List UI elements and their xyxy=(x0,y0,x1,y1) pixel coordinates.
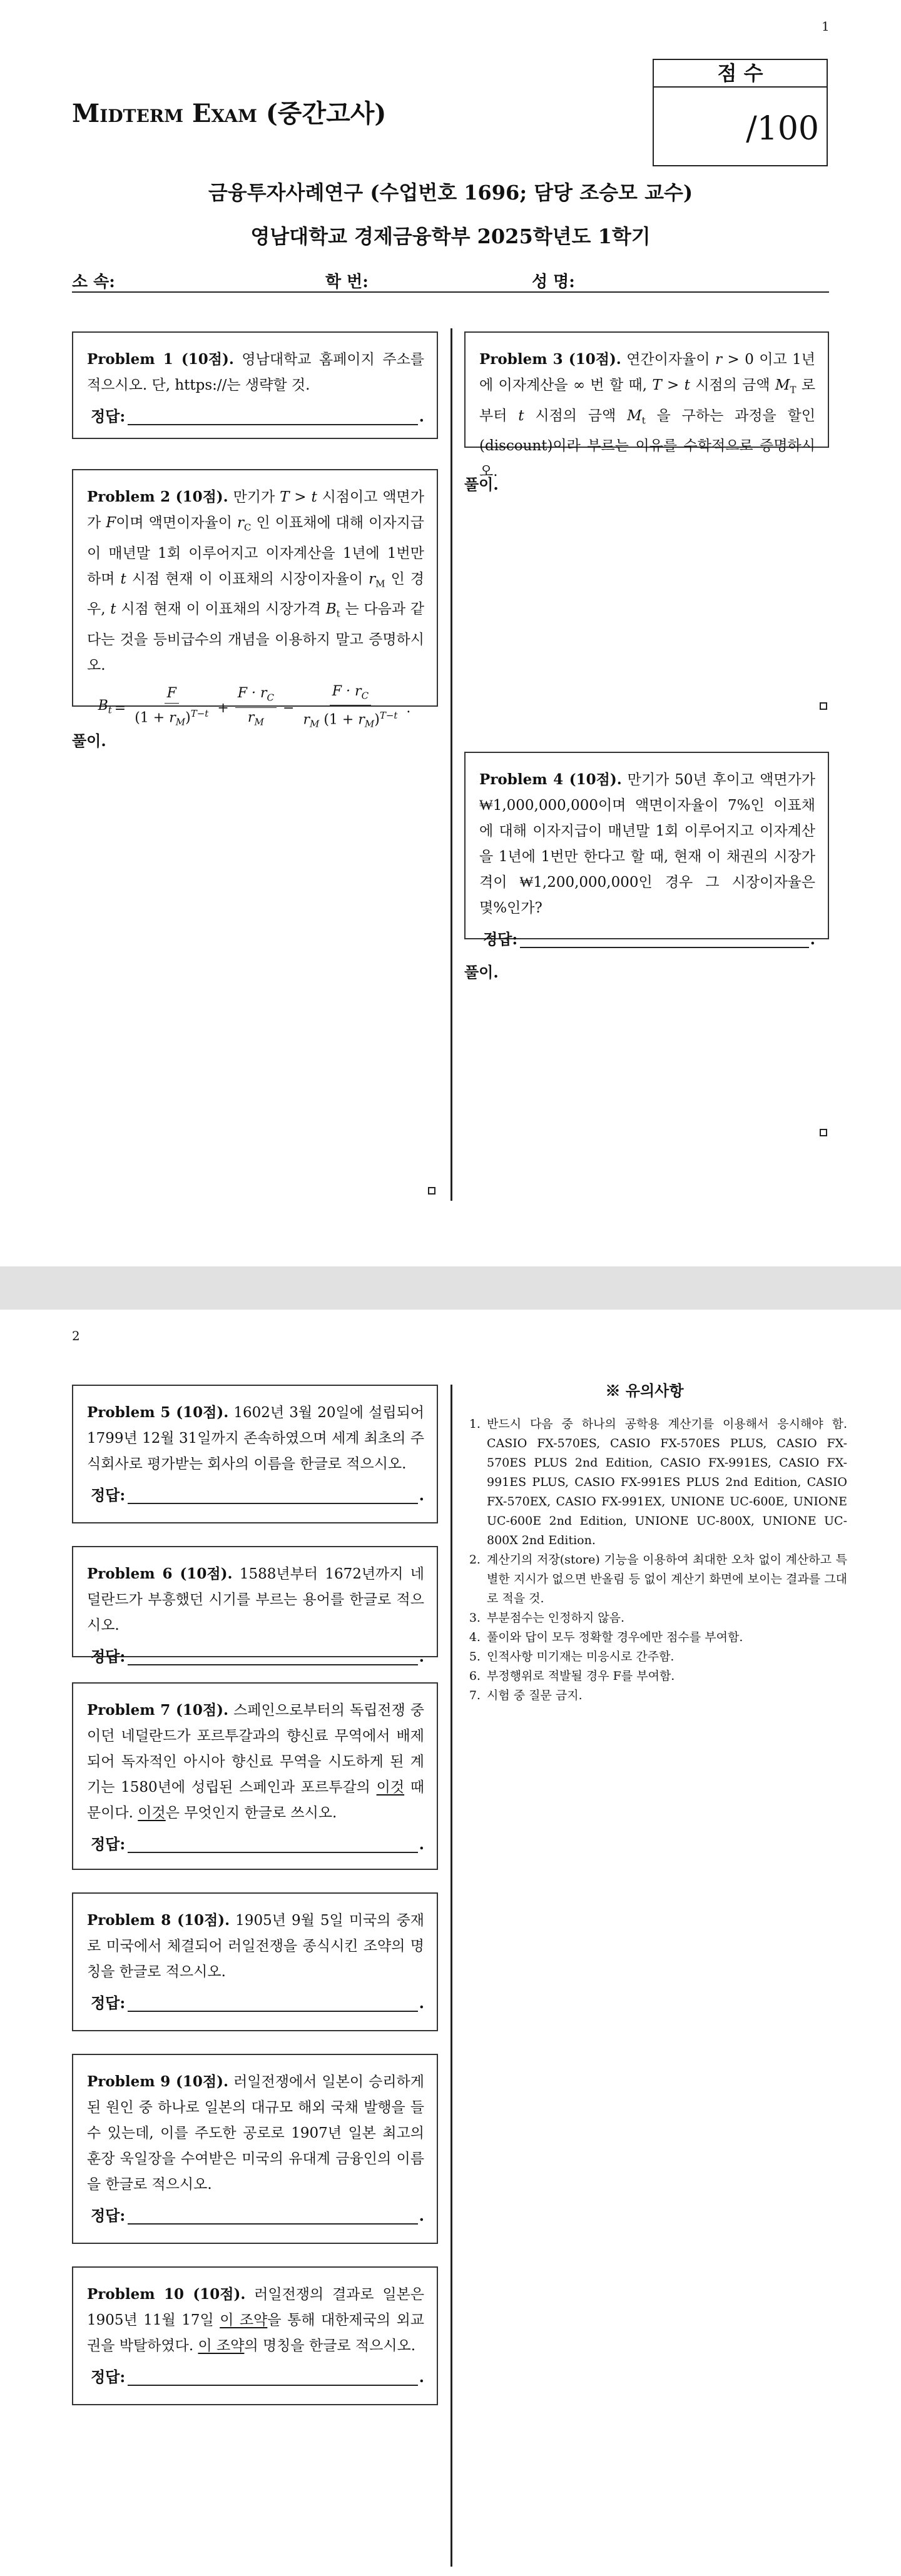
problem-5-title: Problem 5 (10점). xyxy=(87,1404,229,1421)
answer-label: 정답: xyxy=(91,2368,126,2386)
exam-page-2 xyxy=(0,1310,901,2576)
note-item: 4. 풀이와 답이 모두 정확할 경우에만 점수를 부여함. xyxy=(484,1628,847,1647)
answer-blank[interactable] xyxy=(520,929,808,948)
answer-blank[interactable] xyxy=(128,2206,417,2225)
note-item: 5. 인적사항 미기재는 미응시로 간주함. xyxy=(484,1647,847,1667)
answer-blank[interactable] xyxy=(128,1993,417,2012)
problem-6-box xyxy=(72,1546,438,1665)
dept-line: 영남대학교 경제금융학부 2025학년도 1학기 xyxy=(250,225,651,248)
page-gap xyxy=(0,1266,901,1310)
answer-blank[interactable] xyxy=(128,1485,417,1504)
column-divider xyxy=(450,328,452,1201)
problem-6-answer: 정답: . xyxy=(87,1644,424,1669)
problem-3-text: 연간이자율이 xyxy=(626,351,710,368)
qed-box xyxy=(820,702,827,710)
problem-8-text: 1905년 9월 5일 미국의 중재로 미국에서 체결되어 러일전쟁을 종식시킨 조약의 명칭을 한글로 적으시오. xyxy=(87,1912,425,1980)
problem-10-underlined: 이 조약 xyxy=(198,2338,245,2354)
answer-label: 정답: xyxy=(91,1994,126,2012)
problem-2-box: Problem 2 (10점). 만기가 T > t 시점이고 액면가가 F이며 액면이자율이 $r_C$ 인 이표채에 대해 이자지급이 매년말 1회 이루어지고 이자계산을 1년에 1번만 하며 t 시점 현재 이 이표채의 시장이자율이 $r_M$ 인 경우, t 시점 현재 이 이표채의 시장가격 $B_t$ 는 다음과 같다는 것을 등비급수의 개념을 이용하지 말고 증명하시오. $B_t$ = $\frac{F}{(1 + r_M)^{T-t}}$ + $\frac{F \cdot r_C}{r_M}$ − $\frac{F \cdot r_C}{r_M (1 + r_M)^{T-t}}$ . xyxy=(72,469,438,707)
problem-2-text: 인 이표채에 대해 이자지급이 매년말 1회 이루어지고 이자계산을 1년에 1번만 하며 xyxy=(87,515,425,587)
problem-7-text: 스페인으로부터의 독립전쟁 중이던 네덜란드가 포르투갈과의 향신료 무역에서 배제되어 독자적인 아시아 향신료 무역을 시도하게 된 계기는 1580년에 성립된 스페인과 포르투갈의 xyxy=(87,1702,424,1796)
page-number: 1 xyxy=(822,19,830,34)
name-label: 성 명: xyxy=(532,273,575,291)
problem-3-box: Problem 3 (10점). 연간이자율이 r > 0 이고 1년에 이자계산을 ∞ 번 할 때, T > t 시점의 금액 $M_T$ 로부터 t 시점의 금액 $M_t$ 을 구하는 과정을 할인(discount)이라 부르는 이유를 수학적으로 증명하시오. xyxy=(464,331,829,448)
problem-7-text: 때문이다. xyxy=(87,1779,425,1821)
problem-5-text: 1602년 3월 20일에 설립되어 1799년 12월 31일까지 존속하였으며 세계 최초의 주식회사로 평가받는 회사의 이름을 한글로 적으시오. xyxy=(87,1405,425,1472)
problem-4-text: 만기가 50년 후이고 액면가가 ₩1,000,000,000이며 액면이자율이 7%인 이표채에 대해 이자지급이 매년말 1회 이루어지고 이자계산을 1년에 1번만 한다고 할 때, 현재 이 채권의 시장가격이 ₩1,200,000,000인 경우 그 시장이자율은 몇%인가? xyxy=(479,772,815,916)
problem-2-text: 만기가 xyxy=(233,489,275,505)
problem-2-text: 는 다음과 같다는 것을 등비급수의 개념을 이용하지 말고 증명하시오. xyxy=(87,601,424,674)
student-id-label: 학 번: xyxy=(325,273,369,291)
problem-3-solve-label: 풀이. xyxy=(464,475,499,493)
problem-1-text: 영남대학교 홈페이지 주소를 적으시오. 단, https://는 생략할 것. xyxy=(87,351,425,393)
column-divider xyxy=(450,1385,452,2567)
problem-6-text: 1588년부터 1672년까지 네덜란드가 부흥했던 시기를 부르는 용어를 한글로 적으시오. xyxy=(87,1566,425,1634)
page-number: 2 xyxy=(72,1328,80,1343)
score-value: /100 xyxy=(746,110,819,148)
problem-3-title: Problem 3 (10점). xyxy=(479,351,621,368)
answer-label: 정답: xyxy=(483,930,518,948)
course-line: 금융투자사례연구 (수업번호 1696; 담당 조승모 교수) xyxy=(208,181,693,205)
answer-blank[interactable] xyxy=(128,1647,417,1665)
problem-9-title: Problem 9 (10점). xyxy=(87,2073,229,2090)
problem-5-answer: 정답: . xyxy=(87,1482,424,1508)
qed-box xyxy=(820,1129,827,1136)
bond-price-formula: $B_t$ = $\frac{F}{(1 + r_M)^{T-t}}$ + $\frac{F \cdot r_C}{r_M}$ − $\frac{F \cdot r_C}{r_M (1 + r_M)^{T-t}}$ . xyxy=(98,683,411,730)
problem-3-text: 시점의 금액 xyxy=(695,377,770,393)
problem-7-title: Problem 7 (10점). xyxy=(87,1702,229,1719)
problem-10-answer: 정답: . xyxy=(87,2364,424,2390)
answer-label: 정답: xyxy=(91,1647,126,1665)
problem-2-text: 시점 현재 이 이표채의 시장가격 xyxy=(121,601,322,618)
answer-blank[interactable] xyxy=(128,1834,417,1853)
note-item: 1. 반드시 다음 중 하나의 공학용 계산기를 이용해서 응시해야 함. CASIO FX-570ES, CASIO FX-570ES PLUS, CASIO FX-570ES PLUS 2nd Edition, CASIO FX-991ES, CASIO FX-991ES PLUS, CASIO FX-991ES PLUS 2nd Edition, CASIO FX-570EX, CASIO FX-991EX, UNIONE UC-600E, UNIONE UC-600E 2nd Edition, UNIONE UC-800X, UNIONE UC-800X 2nd Edition. xyxy=(484,1415,847,1550)
score-box xyxy=(653,59,828,166)
problem-7-box xyxy=(72,1682,438,1870)
problem-2-solve-label: 풀이. xyxy=(72,732,106,750)
note-item: 2. 계산기의 저장(store) 기능을 이용하여 최대한 오차 없이 계산하고 특별한 지시가 없으면 반올림 등 없이 계산기 화면에 보이는 결과를 그대로 적을 것. xyxy=(484,1550,847,1609)
answer-label: 정답: xyxy=(91,1486,126,1504)
problem-5-box xyxy=(72,1385,438,1523)
problem-10-text: 러일전쟁의 결과로 일본은 1905년 11월 17일 xyxy=(87,2286,424,2328)
note-item: 7. 시험 중 질문 금지. xyxy=(484,1686,847,1705)
problem-9-text: 러일전쟁에서 일본이 승리하게 된 원인 중 하나로 일본의 대규모 해외 국채 발행을 들 수 있는데, 이를 주도한 공로로 1907년 일본 최고의 훈장 욱일장을 수여받은 미국의 유대계 금융인의 이름을 한글로 적으시오. xyxy=(87,2074,424,2193)
problem-10-underlined: 이 조약 xyxy=(220,2312,268,2328)
problem-1-box xyxy=(72,331,438,439)
affiliation-label: 소 속: xyxy=(72,273,115,291)
problem-4-title: Problem 4 (10점). xyxy=(479,771,622,788)
problem-7-text: 은 무엇인지 한글로 쓰시오. xyxy=(165,1805,337,1821)
problem-2-title: Problem 2 (10점). xyxy=(87,488,228,505)
problem-7-underlined: 이것 xyxy=(376,1779,405,1796)
problem-6-title: Problem 6 (10점). xyxy=(87,1565,233,1582)
problem-3-text: 이고 1년에 이자계산을 xyxy=(479,351,816,393)
problem-7-answer: 정답: . xyxy=(87,1831,424,1857)
problem-4-solve-label: 풀이. xyxy=(464,963,499,981)
qed-box xyxy=(428,1187,435,1195)
problem-3-text: 을 구하는 과정을 할인(discount)이라 부르는 이유를 수학적으로 증명하시오. xyxy=(479,407,816,480)
problem-10-text: 을 통해 대한제국의 외교권을 박탈하였다. xyxy=(87,2312,425,2354)
problem-7-underlined: 이것 xyxy=(138,1805,166,1821)
problem-4-answer: 정답: . xyxy=(479,926,815,952)
problem-2-text: 시점이고 액면가가 xyxy=(87,489,424,531)
exam-title: Midterm Exam (중간고사) xyxy=(72,99,387,128)
problem-10-text: 의 명칭을 한글로 적으시오. xyxy=(244,2338,416,2354)
answer-label: 정답: xyxy=(91,407,126,425)
problem-8-box xyxy=(72,1892,438,2031)
problem-3-text: 로부터 xyxy=(479,377,816,424)
exam-page-1 xyxy=(0,0,901,1266)
problem-3-text: 시점의 금액 xyxy=(535,407,616,424)
problem-1-answer: 정답: . xyxy=(87,403,424,429)
answer-label: 정답: xyxy=(91,1835,126,1853)
notes-title: ※ 유의사항 xyxy=(605,1381,684,1400)
problem-2-text: 시점 현재 이 이표채의 시장이자율이 xyxy=(131,570,364,587)
answer-label: 정답: xyxy=(91,2206,126,2225)
note-item: 6. 부정행위로 적발될 경우 F를 부여함. xyxy=(484,1667,847,1686)
problem-9-box xyxy=(72,2054,438,2244)
problem-8-answer: 정답: . xyxy=(87,1990,424,2016)
problem-10-title: Problem 10 (10점). xyxy=(87,2286,246,2303)
answer-blank[interactable] xyxy=(128,2367,417,2386)
problem-1-title: Problem 1 (10점). xyxy=(87,351,234,368)
problem-8-title: Problem 8 (10점). xyxy=(87,1912,230,1929)
problem-4-box xyxy=(464,752,829,948)
problem-3-text: 번 할 때, xyxy=(590,377,648,393)
problem-2-text: 인 경우, xyxy=(87,570,425,618)
notes-list xyxy=(471,1415,847,1705)
score-label: 점 수 xyxy=(654,60,827,88)
problem-2-text: 이며 액면이자율이 xyxy=(116,515,232,531)
note-item: 3. 부분점수는 인정하지 않음. xyxy=(484,1609,847,1628)
problem-10-box xyxy=(72,2266,438,2405)
problem-9-answer: 정답: . xyxy=(87,2203,424,2228)
student-info-line xyxy=(72,269,829,293)
answer-blank[interactable] xyxy=(128,407,417,425)
